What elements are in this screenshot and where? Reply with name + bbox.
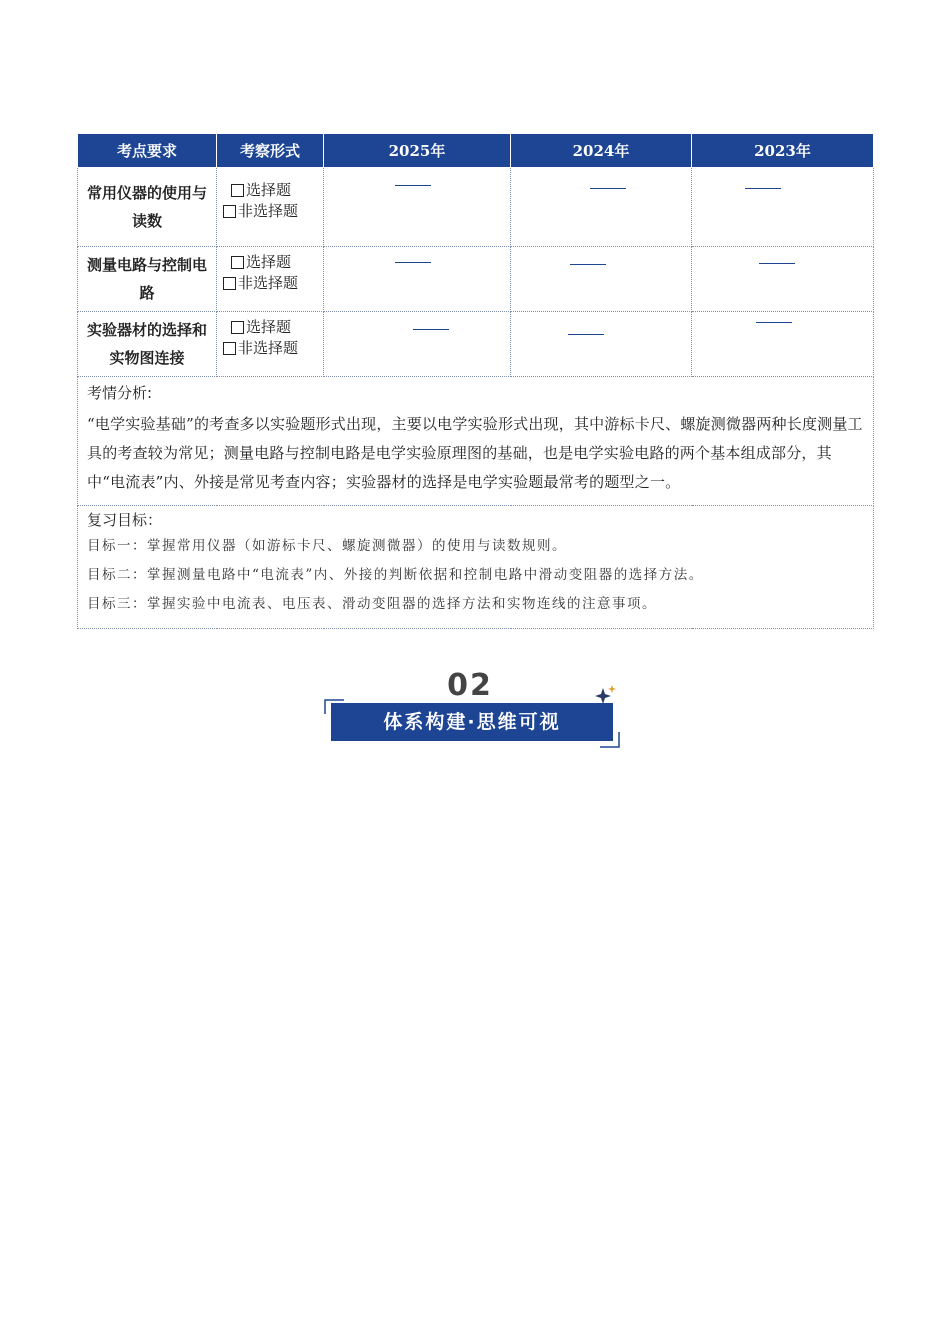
analysis-row <box>78 377 874 506</box>
checkbox[interactable] <box>223 277 236 290</box>
topic-cell: 实验器材的选择和实物图连接 <box>78 312 217 377</box>
form-cell <box>217 168 324 247</box>
answer-blank[interactable] <box>413 329 449 330</box>
answer-blank[interactable] <box>590 188 626 189</box>
year-2025-cell <box>324 168 511 247</box>
answer-blank[interactable] <box>395 185 431 186</box>
goals-cell <box>78 506 874 629</box>
year-2023-cell <box>692 312 874 377</box>
year-2024-cell <box>511 247 692 312</box>
section-number: 02 <box>447 668 493 703</box>
section-title: 体系构建·思维可视 <box>331 703 613 741</box>
answer-blank[interactable] <box>568 334 604 335</box>
header-2023: 2023年 <box>692 134 874 168</box>
option-choice-label: 选择题 <box>246 253 292 271</box>
option-nonchoice-label: 非选择题 <box>238 202 299 220</box>
analysis-cell <box>78 377 874 506</box>
answer-blank[interactable] <box>745 188 781 189</box>
table-row <box>78 312 874 377</box>
answer-blank[interactable] <box>395 262 431 263</box>
topic-cell: 测量电路与控制电路 <box>78 247 217 312</box>
header-2024: 2024年 <box>511 134 692 168</box>
checkbox[interactable] <box>231 321 244 334</box>
topic-cell: 常用仪器的使用与读数 <box>78 168 217 247</box>
checkbox[interactable] <box>223 342 236 355</box>
table-row <box>78 168 874 247</box>
exam-requirement-table <box>77 133 874 629</box>
form-cell <box>217 247 324 312</box>
header-2025: 2025年 <box>324 134 511 168</box>
year-2025-cell <box>324 312 511 377</box>
checkbox[interactable] <box>231 256 244 269</box>
year-2024-cell <box>511 312 692 377</box>
section-banner <box>322 668 622 750</box>
year-2025-cell <box>324 247 511 312</box>
goal-item: 目标三：掌握实验中电流表、电压表、滑动变阻器的选择方法和实物连线的注意事项。 <box>87 596 657 612</box>
header-form: 考察形式 <box>217 134 324 168</box>
checkbox[interactable] <box>223 205 236 218</box>
goal-item: 目标二：掌握测量电路中“电流表”内、外接的判断依据和控制电路中滑动变阻器的选择方法。 <box>87 567 704 583</box>
option-choice-label: 选择题 <box>246 181 292 199</box>
option-choice-label: 选择题 <box>246 318 292 336</box>
header-topic: 考点要求 <box>78 134 217 168</box>
analysis-heading: 考情分析: <box>87 384 153 402</box>
table-row <box>78 247 874 312</box>
option-nonchoice-label: 非选择题 <box>238 339 299 357</box>
goal-item: 目标一：掌握常用仪器（如游标卡尺、螺旋测微器）的使用与读数规则。 <box>87 538 567 554</box>
goals-heading: 复习目标： <box>87 511 163 529</box>
year-2023-cell <box>692 168 874 247</box>
analysis-text: “电学实验基础”的考查多以实验题形式出现，主要以电学实验形式出现，其中游标卡尺、螺旋测微器两种长度测量工具的考查较为常见；测量电路与控制电路是电学实验原理图的基础，也是电学实验电路的两个基本组成部分，其中“电流表”内、外接是常见考查内容；实验器材的选择是电学实验题最常考的题型之一。 <box>87 415 863 491</box>
answer-blank[interactable] <box>756 322 792 323</box>
goals-row <box>78 506 874 629</box>
year-2024-cell <box>511 168 692 247</box>
form-cell <box>217 312 324 377</box>
table-header-row <box>78 134 874 168</box>
year-2023-cell <box>692 247 874 312</box>
answer-blank[interactable] <box>570 264 606 265</box>
answer-blank[interactable] <box>759 263 795 264</box>
checkbox[interactable] <box>231 184 244 197</box>
option-nonchoice-label: 非选择题 <box>238 274 299 292</box>
